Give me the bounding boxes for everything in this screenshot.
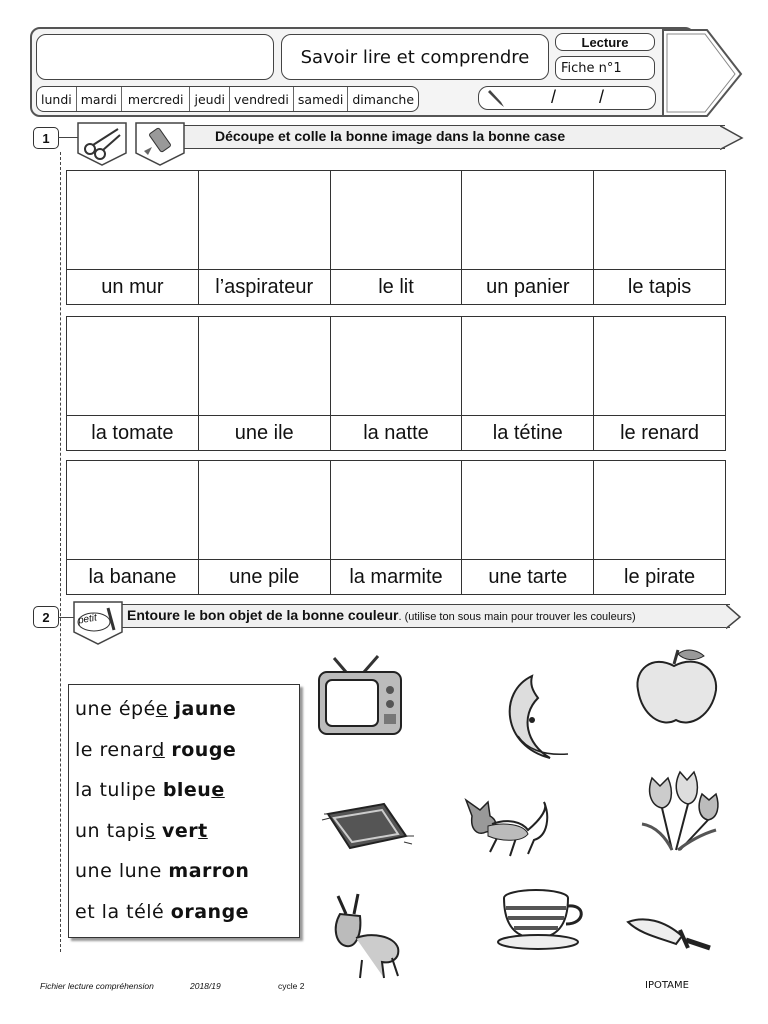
word-label: l’aspirateur xyxy=(215,275,314,298)
footer-cycle: cycle 2 xyxy=(278,981,305,991)
day-saturday[interactable]: samedi xyxy=(294,87,348,111)
glue-icon xyxy=(134,121,186,167)
date-field[interactable] xyxy=(478,86,656,110)
color-word: rouge xyxy=(171,738,237,761)
grid-cell[interactable] xyxy=(462,461,594,594)
phrase-line: le renard rouge xyxy=(75,738,237,761)
footer-title: Fichier lecture compréhension xyxy=(40,981,154,991)
color-word: jaune xyxy=(174,698,237,720)
grid-cell[interactable] xyxy=(199,317,331,450)
grid-cell[interactable] xyxy=(331,171,463,304)
cut-paste-grid-row-1 xyxy=(66,170,726,305)
paste-area[interactable] xyxy=(462,171,593,270)
grid-cell[interactable] xyxy=(594,171,725,304)
pencil-icon xyxy=(485,89,507,109)
color-word: bleu xyxy=(162,779,212,801)
phrase-line: la tulipe bleue xyxy=(75,779,225,801)
weekday-row xyxy=(36,86,419,112)
grid-cell[interactable] xyxy=(67,171,199,304)
paste-area[interactable] xyxy=(199,171,330,270)
name-field[interactable] xyxy=(36,34,274,80)
day-friday[interactable]: vendredi xyxy=(230,87,294,111)
subject-label: Lecture xyxy=(555,33,655,51)
donkey-icon[interactable] xyxy=(322,888,408,980)
paste-area[interactable] xyxy=(331,317,462,416)
day-sunday[interactable]: dimanche xyxy=(352,91,415,107)
grid-cell[interactable] xyxy=(199,171,331,304)
sword-icon[interactable] xyxy=(624,914,716,958)
paste-area[interactable] xyxy=(462,461,593,560)
color-word: marron xyxy=(168,860,250,882)
carpet-icon[interactable] xyxy=(320,796,416,856)
grid-cell[interactable] xyxy=(331,461,463,594)
teacup-icon[interactable] xyxy=(496,886,592,952)
apple-icon[interactable] xyxy=(632,646,720,728)
paste-area[interactable] xyxy=(594,171,725,270)
phrase-line: et la télé orange xyxy=(75,900,250,923)
grid-cell[interactable] xyxy=(462,171,594,304)
grid-cell[interactable] xyxy=(331,317,463,450)
word-label: la natte xyxy=(363,421,429,444)
cut-paste-grid-row-2 xyxy=(66,316,726,451)
footer-year: 2018/19 xyxy=(190,981,221,991)
color-word: orange xyxy=(170,900,250,923)
word-label: une ile xyxy=(234,421,294,444)
phrase-line: une lune marron xyxy=(75,860,250,882)
section2-instruction xyxy=(127,607,636,623)
color-word: ver xyxy=(162,819,199,842)
paste-area[interactable] xyxy=(67,171,198,270)
word-label: la banane xyxy=(88,565,177,588)
day-wednesday[interactable]: mercredi xyxy=(122,87,191,111)
bar-arrow-icon xyxy=(726,604,744,630)
paste-area[interactable] xyxy=(594,317,725,416)
word-label: un panier xyxy=(486,275,570,298)
grid-cell[interactable] xyxy=(594,461,725,594)
section-number: 2 xyxy=(33,606,59,628)
footer-author: IPOTAME xyxy=(645,980,689,991)
paste-area[interactable] xyxy=(199,461,330,560)
word-label: le lit xyxy=(378,275,414,298)
dashed-margin-line xyxy=(60,152,61,952)
word-label: le renard xyxy=(620,421,700,444)
paste-area[interactable] xyxy=(67,461,198,560)
word-label: une tarte xyxy=(488,565,568,588)
grid-cell[interactable] xyxy=(67,461,199,594)
grid-cell[interactable] xyxy=(594,317,725,450)
television-icon[interactable] xyxy=(316,654,406,740)
moon-icon[interactable] xyxy=(488,672,580,764)
word-label: la tomate xyxy=(91,421,174,444)
header-arrow-icon xyxy=(655,28,745,120)
scissors-icon xyxy=(76,121,128,167)
word-label: le pirate xyxy=(624,565,696,588)
instruction-note: . (utilise ton sous main pour trouver les couleurs) xyxy=(398,611,636,623)
bar-arrow-icon xyxy=(720,125,744,151)
page-title: Savoir lire et comprendre xyxy=(281,34,549,80)
date-separator: / xyxy=(551,87,557,107)
grid-cell[interactable] xyxy=(199,461,331,594)
phrase-line: une épée jaune xyxy=(75,698,237,720)
word-label: la tétine xyxy=(492,421,563,444)
paste-area[interactable] xyxy=(331,461,462,560)
paste-area[interactable] xyxy=(462,317,593,416)
sheet-number: Fiche n°1 xyxy=(555,56,655,80)
word-label: une pile xyxy=(229,565,300,588)
color-phrases-box xyxy=(68,684,300,938)
paste-area[interactable] xyxy=(199,317,330,416)
word-label: le tapis xyxy=(627,275,692,298)
fox-icon[interactable] xyxy=(458,796,550,860)
paste-area[interactable] xyxy=(594,461,725,560)
paste-area[interactable] xyxy=(67,317,198,416)
word-label: la marmite xyxy=(349,565,443,588)
section1-instruction: Découpe et colle la bonne image dans la bonne case xyxy=(215,128,566,144)
paste-area[interactable] xyxy=(331,171,462,270)
petit-badge-label: petit xyxy=(77,612,98,627)
date-separator: / xyxy=(599,87,605,107)
cut-paste-grid-row-3 xyxy=(66,460,726,595)
instruction-main: Entoure le bon objet de la bonne couleur xyxy=(127,607,399,623)
section-number: 1 xyxy=(33,127,59,149)
grid-cell[interactable] xyxy=(462,317,594,450)
phrase-line: un tapis vert xyxy=(75,819,208,842)
grid-cell[interactable] xyxy=(67,317,199,450)
divider xyxy=(58,137,78,138)
day-thursday[interactable]: jeudi xyxy=(190,87,230,111)
tulips-icon[interactable] xyxy=(632,764,724,856)
day-monday[interactable]: lundi xyxy=(37,87,77,111)
day-tuesday[interactable]: mardi xyxy=(77,87,122,111)
word-label: un mur xyxy=(101,275,164,298)
